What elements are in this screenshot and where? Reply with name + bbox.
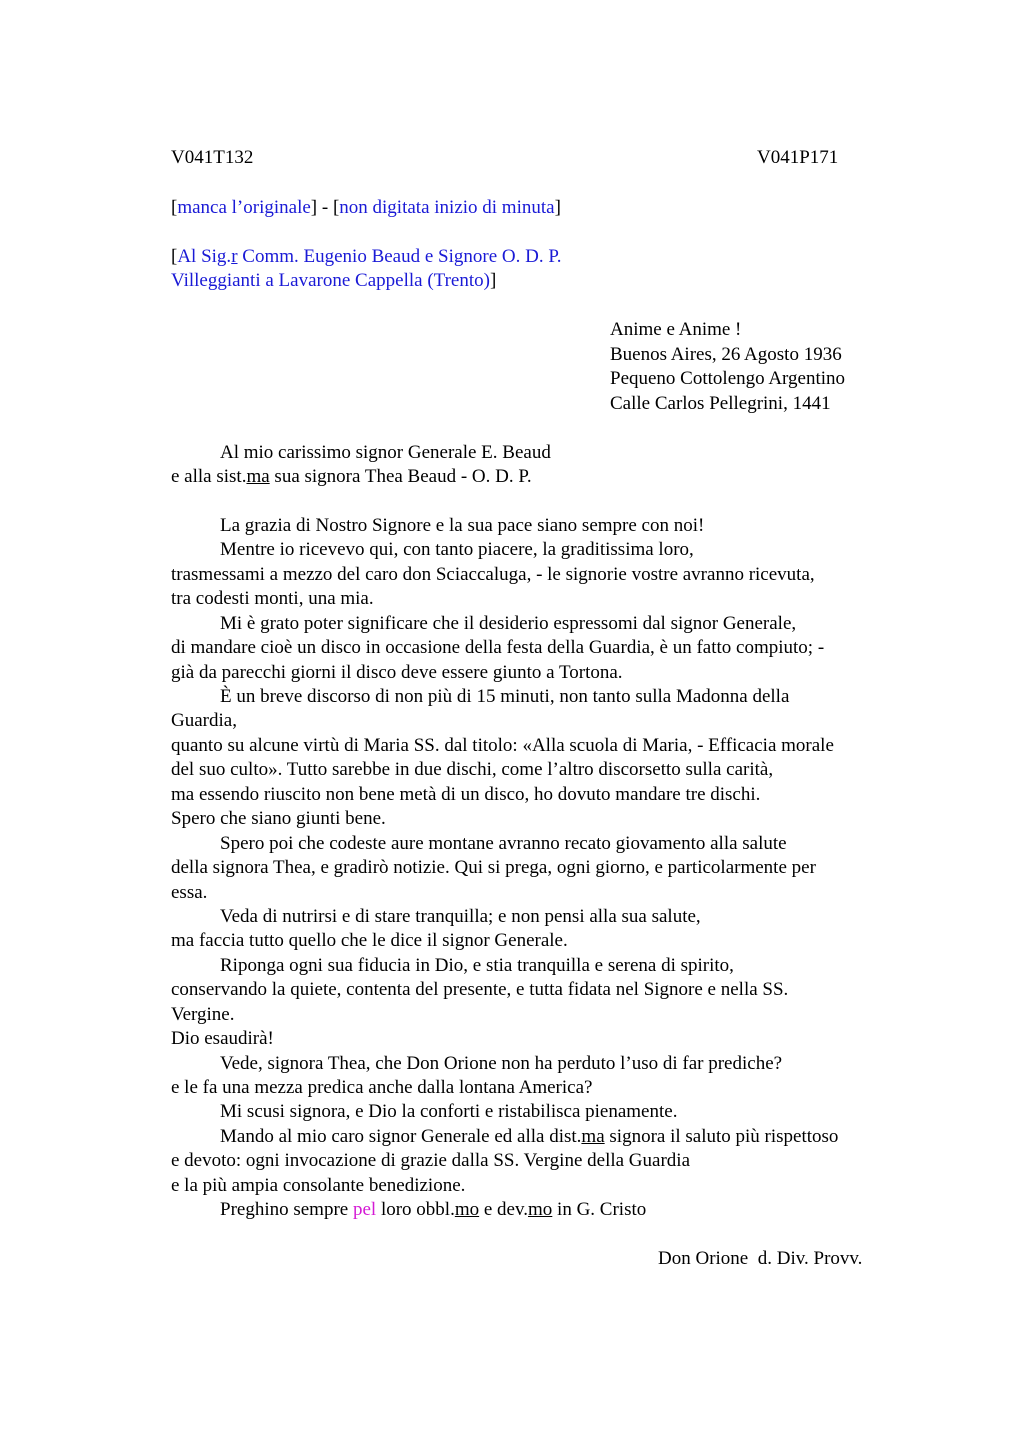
highlighted-word: pel xyxy=(352,1199,377,1220)
body-line: Vergine. xyxy=(171,1004,235,1025)
document-code-left: V041T132 xyxy=(171,147,254,168)
body-line: e le fa una mezza predica anche dalla lontana America? xyxy=(171,1077,593,1098)
body-line: Dio esaudirà! xyxy=(171,1028,274,1049)
body-line: Spero che siano giunti bene. xyxy=(171,808,386,829)
body-line: di mandare cioè un disco in occasione della festa della Guardia, è un fatto compiuto; - xyxy=(171,637,825,658)
greeting-line-1: Mando al mio caro signor Generale ed alla dist.ma signora il saluto più rispettoso xyxy=(220,1126,839,1147)
body-line: Mi è grato poter significare che il desiderio espressomi dal signor Generale, xyxy=(220,613,797,634)
body-line: ma essendo riuscito non bene metà di un disco, ho dovuto mandare tre dischi. xyxy=(171,784,761,805)
body-line: tra codesti monti, una mia. xyxy=(171,588,374,609)
salutation-line-1: Al mio carissimo signor Generale E. Beaud xyxy=(220,442,551,463)
closing-line: Preghino sempre pel loro obbl.mo e dev.mo in G. Cristo xyxy=(220,1199,647,1220)
body-line: essa. xyxy=(171,882,208,903)
editorial-note: [manca l’originale] - [non digitata inizio di minuta] xyxy=(171,197,561,218)
greeting-line-3: e la più ampia consolante benedizione. xyxy=(171,1175,466,1196)
recipient-line-1: [Al Sig.r Comm. Eugenio Beaud e Signore O. D. P. xyxy=(171,246,562,267)
body-line: trasmessami a mezzo del caro don Sciaccaluga, - le signorie vostre avranno ricevuta, xyxy=(171,564,815,585)
body-line: Spero poi che codeste aure montane avranno recato giovamento alla salute xyxy=(220,833,787,854)
document-code-right: V041P171 xyxy=(757,147,839,168)
dateline-date: Buenos Aires, 26 Agosto 1936 xyxy=(610,344,842,365)
body-line: Mentre io ricevevo qui, con tanto piacere, la graditissima loro, xyxy=(220,539,694,560)
dateline-exclamation: Anime e Anime ! xyxy=(610,319,742,340)
body-line: Riponga ogni sua fiducia in Dio, e stia tranquilla e serena di spirito, xyxy=(220,955,734,976)
note-missing-original: manca l’originale xyxy=(177,197,311,218)
body-line: Mi scusi signora, e Dio la conforti e ristabilisca pienamente. xyxy=(220,1101,678,1122)
body-line: del suo culto». Tutto sarebbe in due dischi, come l’altro discorsetto sulla carità, xyxy=(171,759,774,780)
body-line: La grazia di Nostro Signore e la sua pace siano sempre con noi! xyxy=(220,515,705,536)
dateline-address: Calle Carlos Pellegrini, 1441 xyxy=(610,393,831,414)
greeting-line-2: e devoto: ogni invocazione di grazie dalla SS. Vergine della Guardia xyxy=(171,1150,691,1171)
dateline-institution: Pequeno Cottolengo Argentino xyxy=(610,368,846,389)
body-line: Guardia, xyxy=(171,710,237,731)
body-line: Vede, signora Thea, che Don Orione non ha perduto l’uso di far prediche? xyxy=(220,1053,783,1074)
body-line: quanto su alcune virtù di Maria SS. dal titolo: «Alla scuola di Maria, - Efficacia morale xyxy=(171,735,834,756)
body-line: ma faccia tutto quello che le dice il signor Generale. xyxy=(171,930,568,951)
note-undigitized-draft: non digitata inizio di minuta xyxy=(339,197,555,218)
recipient-line-2: Villeggianti a Lavarone Cappella (Trento)] xyxy=(171,270,497,291)
body-line: Veda di nutrirsi e di stare tranquilla; e non pensi alla sua salute, xyxy=(220,906,701,927)
signature: Don Orione d. Div. Provv. xyxy=(658,1248,863,1269)
salutation-line-2: e alla sist.ma sua signora Thea Beaud - O. D. P. xyxy=(171,466,532,487)
body-line: della signora Thea, e gradirò notizie. Qui si prega, ogni giorno, e particolarmente per xyxy=(171,857,816,878)
body-line: È un breve discorso di non più di 15 minuti, non tanto sulla Madonna della xyxy=(220,686,790,707)
body-line: conservando la quiete, contenta del presente, e tutta fidata nel Signore e nella SS. xyxy=(171,979,789,1000)
body-line: già da parecchi giorni il disco deve essere giunto a Tortona. xyxy=(171,662,623,683)
